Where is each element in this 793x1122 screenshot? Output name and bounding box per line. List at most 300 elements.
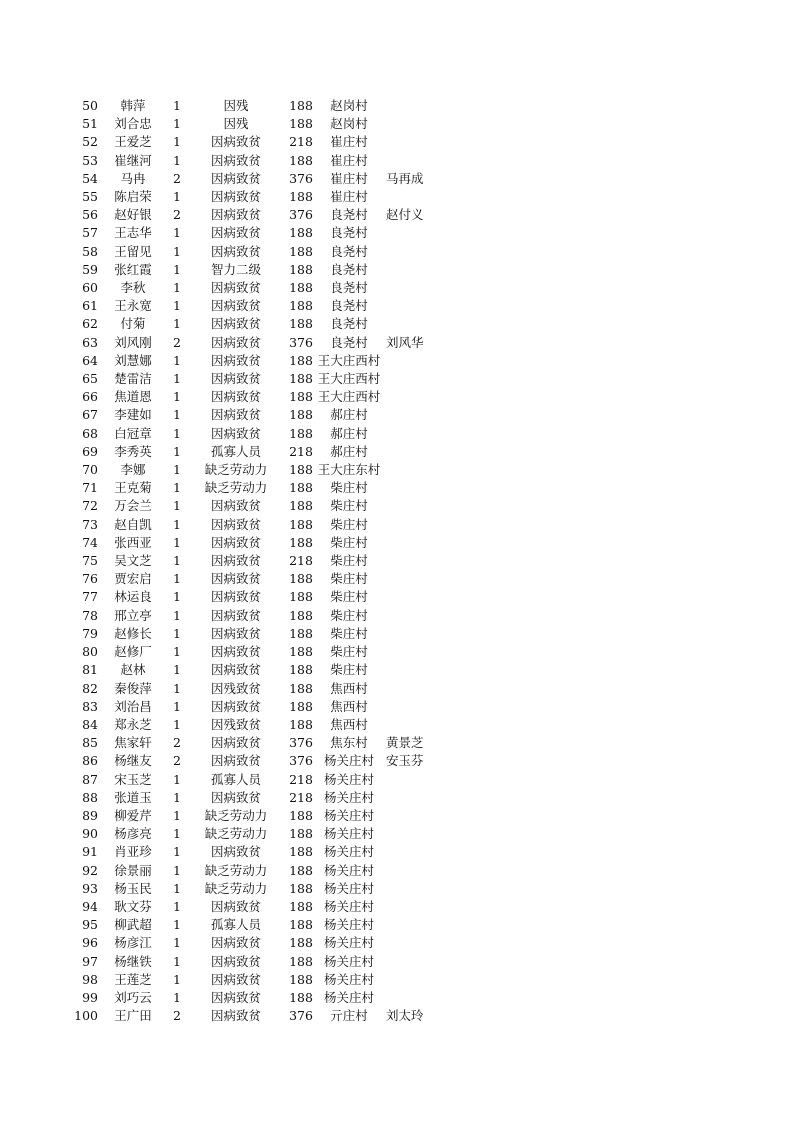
recipient-name: 吴文芝 — [114, 553, 152, 569]
row-number: 67 — [82, 407, 98, 423]
additional-member — [382, 607, 442, 625]
subsidy-amount: 376 — [289, 1008, 313, 1024]
table-row — [74, 934, 442, 952]
additional-member — [382, 898, 442, 916]
recipient-name: 焦道恩 — [114, 389, 152, 405]
table-row — [74, 388, 442, 406]
table-row — [74, 880, 442, 898]
table-row — [74, 771, 442, 789]
row-number: 99 — [82, 989, 98, 1005]
subsidy-amount: 188 — [289, 862, 313, 878]
subsidy-amount: 188 — [289, 953, 313, 969]
village-name: 杨关庄村 — [323, 826, 374, 842]
poverty-reason: 智力二级 — [210, 261, 261, 277]
household-count: 1 — [173, 425, 181, 441]
subsidy-amount: 188 — [289, 680, 313, 696]
subsidy-amount: 188 — [289, 389, 313, 405]
subsidy-amount: 188 — [289, 316, 313, 332]
village-name: 杨关庄村 — [323, 953, 374, 969]
row-number: 70 — [82, 462, 98, 478]
table-row — [74, 279, 442, 297]
poverty-reason: 因病致贫 — [210, 407, 261, 423]
table-row — [74, 516, 442, 534]
village-name: 杨关庄村 — [323, 989, 374, 1005]
subsidy-amount: 376 — [289, 735, 313, 751]
household-count: 1 — [173, 443, 181, 459]
subsidy-amount: 188 — [289, 662, 313, 678]
row-number: 51 — [82, 116, 98, 132]
village-name: 杨关庄村 — [323, 844, 374, 860]
row-number: 86 — [82, 753, 98, 769]
household-count: 1 — [173, 771, 181, 787]
subsidy-amount: 218 — [289, 443, 313, 459]
row-number: 92 — [82, 862, 98, 878]
village-name: 良尧村 — [330, 225, 368, 241]
row-number: 60 — [82, 280, 98, 296]
poverty-reason: 因病致贫 — [210, 571, 261, 587]
additional-member — [382, 825, 442, 843]
village-name: 王大庄东村 — [317, 462, 381, 478]
household-count: 1 — [173, 989, 181, 1005]
recipient-name: 杨彦江 — [114, 935, 152, 951]
row-number: 56 — [82, 207, 98, 223]
village-name: 杨关庄村 — [323, 898, 374, 914]
village-name: 柴庄村 — [330, 571, 368, 587]
recipient-name: 赵林 — [120, 662, 146, 678]
household-count: 1 — [173, 571, 181, 587]
table-row — [74, 570, 442, 588]
poverty-reason: 因病致贫 — [210, 1008, 261, 1024]
household-count: 1 — [173, 316, 181, 332]
recipient-name: 付菊 — [120, 316, 146, 332]
recipient-name: 李建如 — [114, 407, 152, 423]
table-row — [74, 479, 442, 497]
table-row — [74, 370, 442, 388]
additional-member — [382, 771, 442, 789]
recipient-name: 李娜 — [120, 462, 146, 478]
poverty-reason: 因病致贫 — [210, 298, 261, 314]
subsidy-amount: 376 — [289, 753, 313, 769]
row-number: 71 — [82, 480, 98, 496]
additional-member — [382, 643, 442, 661]
table-row — [74, 552, 442, 570]
recipient-name: 刘治昌 — [114, 698, 152, 714]
poverty-reason: 因病致贫 — [210, 989, 261, 1005]
subsidy-amount: 188 — [289, 826, 313, 842]
recipient-name: 王莲芝 — [114, 971, 152, 987]
table-row — [74, 97, 442, 115]
village-name: 杨关庄村 — [323, 935, 374, 951]
additional-member: 刘太玲 — [386, 1008, 424, 1024]
household-count: 1 — [173, 280, 181, 296]
additional-member — [382, 789, 442, 807]
household-count: 2 — [173, 207, 181, 223]
subsidy-amount: 188 — [289, 917, 313, 933]
poverty-reason: 因病致贫 — [210, 243, 261, 259]
poverty-reason: 因病致贫 — [210, 935, 261, 951]
village-name: 郝庄村 — [330, 443, 368, 459]
village-name: 良尧村 — [330, 298, 368, 314]
additional-member — [382, 479, 442, 497]
row-number: 84 — [82, 716, 98, 732]
village-name: 杨关庄村 — [323, 880, 374, 896]
poverty-reason: 缺乏劳动力 — [204, 826, 268, 842]
table-row — [74, 461, 442, 479]
table-row — [74, 261, 442, 279]
subsidy-amount: 188 — [289, 98, 313, 113]
additional-member — [382, 133, 442, 151]
village-name: 赵岗村 — [330, 98, 368, 113]
subsidy-amount: 188 — [289, 625, 313, 641]
village-name: 赵岗村 — [330, 116, 368, 132]
additional-member — [382, 570, 442, 588]
additional-member — [382, 880, 442, 898]
recipient-name: 崔继河 — [114, 152, 152, 168]
recipient-name: 刘合忠 — [114, 116, 152, 132]
row-number: 63 — [82, 334, 98, 350]
recipient-name: 马冉 — [120, 170, 146, 186]
poverty-reason: 因病致贫 — [210, 425, 261, 441]
additional-member — [382, 716, 442, 734]
additional-member — [382, 552, 442, 570]
table-row — [74, 152, 442, 170]
recipient-name: 秦俊萍 — [114, 680, 152, 696]
poverty-reason: 孤寡人员 — [210, 443, 261, 459]
poverty-reason: 因病致贫 — [210, 316, 261, 332]
recipient-name: 李秋 — [120, 280, 146, 296]
village-name: 柴庄村 — [330, 625, 368, 641]
subsidy-amount: 376 — [289, 334, 313, 350]
subsidy-amount: 188 — [289, 698, 313, 714]
village-name: 焦西村 — [330, 680, 368, 696]
poverty-reason: 因病致贫 — [210, 534, 261, 550]
village-name: 杨关庄村 — [323, 753, 374, 769]
subsidy-amount: 188 — [289, 844, 313, 860]
additional-member — [382, 989, 442, 1007]
village-name: 焦西村 — [330, 716, 368, 732]
subsidy-amount: 188 — [289, 425, 313, 441]
village-name: 杨关庄村 — [323, 917, 374, 933]
additional-member — [382, 388, 442, 406]
village-name: 柴庄村 — [330, 516, 368, 532]
recipient-name: 楚雷洁 — [114, 371, 152, 387]
recipient-name: 杨玉民 — [114, 880, 152, 896]
subsidy-amount: 188 — [289, 607, 313, 623]
additional-member — [382, 315, 442, 333]
table-row — [74, 243, 442, 261]
subsidy-amount: 188 — [289, 534, 313, 550]
household-count: 1 — [173, 98, 181, 113]
additional-member — [382, 243, 442, 261]
household-count: 1 — [173, 498, 181, 514]
poverty-reason: 因病致贫 — [210, 625, 261, 641]
recipient-name: 宋玉芝 — [114, 771, 152, 787]
household-count: 1 — [173, 261, 181, 277]
additional-member — [382, 588, 442, 606]
recipient-name: 杨彦亮 — [114, 826, 152, 842]
poverty-reason: 因病致贫 — [210, 352, 261, 368]
recipient-name: 刘慧娜 — [114, 352, 152, 368]
additional-member: 安玉芬 — [386, 753, 424, 769]
subsidy-amount: 188 — [289, 807, 313, 823]
household-count: 2 — [173, 753, 181, 769]
village-name: 良尧村 — [330, 243, 368, 259]
poverty-reason: 因病致贫 — [210, 953, 261, 969]
village-name: 郝庄村 — [330, 407, 368, 423]
recipient-name: 杨继友 — [114, 753, 152, 769]
row-number: 79 — [82, 625, 98, 641]
poverty-reason: 因病致贫 — [210, 498, 261, 514]
row-number: 95 — [82, 917, 98, 933]
household-count: 1 — [173, 152, 181, 168]
poverty-reason: 因病致贫 — [210, 170, 261, 186]
additional-member — [382, 916, 442, 934]
village-name: 焦西村 — [330, 698, 368, 714]
village-name: 良尧村 — [330, 261, 368, 277]
recipient-name: 柳武超 — [114, 917, 152, 933]
row-number: 94 — [82, 898, 98, 914]
subsidy-amount: 188 — [289, 407, 313, 423]
poverty-reason: 因病致贫 — [210, 662, 261, 678]
recipient-name: 赵修长 — [114, 625, 152, 641]
village-name: 郝庄村 — [330, 425, 368, 441]
village-name: 王大庄西村 — [317, 352, 381, 368]
row-number: 72 — [82, 498, 98, 514]
subsidy-amount: 218 — [289, 789, 313, 805]
poverty-reason: 因病致贫 — [210, 589, 261, 605]
poverty-reason: 因病致贫 — [210, 789, 261, 805]
additional-member — [382, 115, 442, 133]
row-number: 54 — [82, 170, 98, 186]
table-row — [74, 425, 442, 443]
additional-member — [382, 224, 442, 242]
row-number: 90 — [82, 826, 98, 842]
household-count: 1 — [173, 607, 181, 623]
table-row — [74, 352, 442, 370]
additional-member — [382, 279, 442, 297]
village-name: 杨关庄村 — [323, 862, 374, 878]
subsidy-amount: 188 — [289, 644, 313, 660]
village-name: 杨关庄村 — [323, 971, 374, 987]
subsidy-amount: 188 — [289, 261, 313, 277]
additional-member — [382, 461, 442, 479]
recipient-name: 刘巧云 — [114, 989, 152, 1005]
additional-member — [382, 261, 442, 279]
table-row — [74, 953, 442, 971]
subsidy-amount: 188 — [289, 989, 313, 1005]
additional-member — [382, 152, 442, 170]
table-row — [74, 334, 442, 352]
village-name: 崔庄村 — [330, 189, 368, 205]
household-count: 1 — [173, 789, 181, 805]
household-count: 2 — [173, 1008, 181, 1024]
table-row — [74, 607, 442, 625]
recipient-name: 林运良 — [114, 589, 152, 605]
recipient-name: 王克菊 — [114, 480, 152, 496]
additional-member — [382, 497, 442, 515]
poverty-reason: 因病致贫 — [210, 389, 261, 405]
poverty-reason: 因病致贫 — [210, 844, 261, 860]
poverty-reason: 因病致贫 — [210, 735, 261, 751]
household-count: 1 — [173, 352, 181, 368]
household-count: 1 — [173, 553, 181, 569]
poverty-reason: 缺乏劳动力 — [204, 462, 268, 478]
recipient-name: 王志华 — [114, 225, 152, 241]
table-row — [74, 916, 442, 934]
village-name: 杨关庄村 — [323, 789, 374, 805]
subsidy-amount: 188 — [289, 880, 313, 896]
subsidy-amount: 376 — [289, 170, 313, 186]
table-row — [74, 862, 442, 880]
table-row — [74, 789, 442, 807]
table-row — [74, 716, 442, 734]
household-count: 1 — [173, 589, 181, 605]
recipient-name: 张西亚 — [114, 534, 152, 550]
additional-member: 赵付义 — [386, 207, 424, 223]
row-number: 78 — [82, 607, 98, 623]
poverty-reason: 因病致贫 — [210, 607, 261, 623]
table-row — [74, 843, 442, 861]
poverty-reason: 因病致贫 — [210, 971, 261, 987]
subsidy-amount: 218 — [289, 771, 313, 787]
household-count: 1 — [173, 534, 181, 550]
household-count: 2 — [173, 334, 181, 350]
additional-member — [382, 406, 442, 424]
subsidy-amount: 218 — [289, 134, 313, 150]
additional-member — [382, 534, 442, 552]
household-count: 1 — [173, 134, 181, 150]
household-count: 1 — [173, 917, 181, 933]
poverty-reason: 因病致贫 — [210, 698, 261, 714]
row-number: 93 — [82, 880, 98, 896]
row-number: 89 — [82, 807, 98, 823]
recipient-name: 韩萍 — [120, 98, 146, 113]
subsidy-amount: 188 — [289, 971, 313, 987]
additional-member — [382, 352, 442, 370]
household-count: 1 — [173, 189, 181, 205]
row-number: 96 — [82, 935, 98, 951]
recipient-name: 柳爱芹 — [114, 807, 152, 823]
row-number: 87 — [82, 771, 98, 787]
row-number: 59 — [82, 261, 98, 277]
household-count: 2 — [173, 735, 181, 751]
subsidy-amount: 188 — [289, 298, 313, 314]
recipient-name: 肖亚珍 — [114, 844, 152, 860]
household-count: 1 — [173, 243, 181, 259]
additional-member: 刘风华 — [386, 334, 424, 350]
village-name: 杨关庄村 — [323, 807, 374, 823]
poverty-reason: 因病致贫 — [210, 152, 261, 168]
recipient-name: 陈启荣 — [114, 189, 152, 205]
table-row — [74, 534, 442, 552]
household-count: 1 — [173, 462, 181, 478]
poverty-reason: 因病致贫 — [210, 516, 261, 532]
row-number: 77 — [82, 589, 98, 605]
recipient-name: 李秀英 — [114, 443, 152, 459]
poverty-reason: 因病致贫 — [210, 753, 261, 769]
table-row — [74, 224, 442, 242]
recipient-name: 王爱芝 — [114, 134, 152, 150]
additional-member — [382, 516, 442, 534]
recipient-name: 耿文芬 — [114, 898, 152, 914]
poverty-reason: 因病致贫 — [210, 371, 261, 387]
recipient-name: 王永宽 — [114, 298, 152, 314]
household-count: 1 — [173, 662, 181, 678]
household-count: 1 — [173, 298, 181, 314]
row-number: 81 — [82, 662, 98, 678]
row-number: 53 — [82, 152, 98, 168]
table-row — [74, 643, 442, 661]
table-row — [74, 807, 442, 825]
table-row — [74, 989, 442, 1007]
village-name: 亓庄村 — [330, 1008, 368, 1024]
village-name: 良尧村 — [330, 334, 368, 350]
recipient-name: 张红霞 — [114, 261, 152, 277]
recipient-name: 徐景丽 — [114, 862, 152, 878]
additional-member — [382, 625, 442, 643]
subsidy-amount: 188 — [289, 480, 313, 496]
subsidy-amount: 188 — [289, 462, 313, 478]
household-count: 1 — [173, 953, 181, 969]
additional-member — [382, 97, 442, 115]
table-row — [74, 115, 442, 133]
household-count: 1 — [173, 116, 181, 132]
village-name: 崔庄村 — [330, 152, 368, 168]
table-row — [74, 625, 442, 643]
subsidy-amount: 188 — [289, 498, 313, 514]
subsidy-amount: 188 — [289, 571, 313, 587]
row-number: 64 — [82, 352, 98, 368]
row-number: 65 — [82, 371, 98, 387]
household-count: 1 — [173, 862, 181, 878]
row-number: 83 — [82, 698, 98, 714]
subsidy-amount: 188 — [289, 116, 313, 132]
row-number: 98 — [82, 971, 98, 987]
poverty-reason: 因病致贫 — [210, 898, 261, 914]
row-number: 57 — [82, 225, 98, 241]
row-number: 85 — [82, 735, 98, 751]
village-name: 良尧村 — [330, 280, 368, 296]
poverty-reason: 孤寡人员 — [210, 917, 261, 933]
subsidy-amount: 188 — [289, 371, 313, 387]
poverty-reason: 缺乏劳动力 — [204, 807, 268, 823]
recipient-name: 赵修厂 — [114, 644, 152, 660]
subsidy-amount: 188 — [289, 243, 313, 259]
additional-member — [382, 934, 442, 952]
table-row — [74, 588, 442, 606]
row-number: 69 — [82, 443, 98, 459]
table-row — [74, 133, 442, 151]
household-count: 1 — [173, 971, 181, 987]
row-number: 76 — [82, 571, 98, 587]
village-name: 王大庄西村 — [317, 389, 381, 405]
row-number: 50 — [82, 98, 98, 113]
table-row — [74, 734, 442, 752]
additional-member: 马再成 — [386, 170, 424, 186]
table-row — [74, 1007, 442, 1025]
additional-member — [382, 698, 442, 716]
poverty-reason: 因病致贫 — [210, 207, 261, 223]
recipient-name: 刘风刚 — [114, 334, 152, 350]
subsidy-amount: 188 — [289, 225, 313, 241]
subsidy-amount: 188 — [289, 516, 313, 532]
poverty-reason: 因残致贫 — [210, 716, 261, 732]
table-row — [74, 971, 442, 989]
recipient-name: 贾宏启 — [114, 571, 152, 587]
additional-member — [382, 370, 442, 388]
additional-member — [382, 843, 442, 861]
poverty-reason: 因残 — [223, 98, 249, 113]
